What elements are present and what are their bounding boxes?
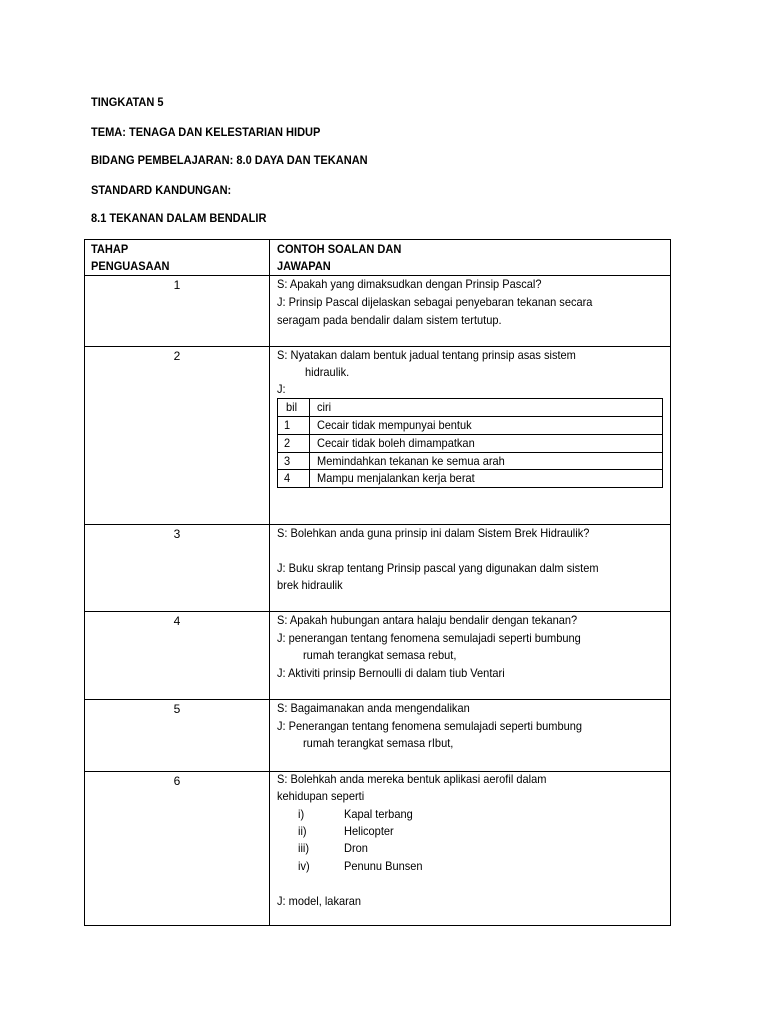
grade-heading: TINGKATAN 5: [91, 95, 164, 109]
level-4: 4: [173, 614, 181, 628]
row2-question: S: Nyatakan dalam bentuk jadual tentang prinsip asas sistem: [277, 348, 576, 362]
list-item-number: i): [298, 807, 305, 821]
list-item-text: Penunu Bunsen: [344, 859, 423, 873]
col1-header-line1: TAHAP: [91, 242, 129, 256]
row2-answer-label: J:: [277, 382, 286, 396]
row1-answer-cont: seragam pada bendalir dalam sistem tertutup.: [277, 313, 502, 327]
list-item-text: Kapal terbang: [344, 807, 413, 821]
list-item-text: Helicopter: [344, 824, 394, 838]
row6-question: S: Bolehkah anda mereka bentuk aplikasi aerofil dalam: [277, 772, 547, 786]
inner-header-bil: bil: [286, 400, 298, 414]
col2-header-line1: CONTOH SOALAN DAN: [277, 242, 402, 256]
row4-answer-cont: rumah terangkat semasa rebut,: [303, 648, 457, 662]
list-item-number: iii): [298, 841, 310, 855]
row3-answer-cont: brek hidraulik: [277, 578, 343, 592]
inner-cell-ciri: Cecair tidak boleh dimampatkan: [317, 436, 475, 450]
inner-cell-num: 3: [284, 454, 291, 468]
row5-answer: J: Penerangan tentang fenomena semulajadi seperti bumbung: [277, 719, 583, 733]
inner-cell-num: 1: [284, 418, 291, 432]
inner-header-ciri: ciri: [317, 400, 332, 414]
inner-column-divider: [309, 399, 310, 487]
row3-answer: J: Buku skrap tentang Prinsip pascal yang digunakan dalm sistem: [277, 561, 599, 575]
inner-cell-ciri: Mampu menjalankan kerja berat: [317, 471, 475, 485]
row5-answer-cont: rumah terangkat semasa rIbut,: [303, 736, 454, 750]
list-item-number: iv): [298, 859, 310, 873]
col1-header-line2: PENGUASAAN: [91, 259, 170, 273]
content-standard-heading: STANDARD KANDUNGAN:: [91, 183, 232, 197]
inner-cell-num: 4: [284, 471, 291, 485]
list-item-number: ii): [298, 824, 307, 838]
row2-question-cont: hidraulik.: [305, 365, 350, 379]
learning-area-heading: BIDANG PEMBELAJARAN: 8.0 DAYA DAN TEKANAN: [91, 153, 368, 167]
inner-cell-num: 2: [284, 436, 291, 450]
row1-question: S: Apakah yang dimaksudkan dengan Prinsip Pascal?: [277, 277, 542, 291]
row3-question: S: Bolehkan anda guna prinsip ini dalam Sistem Brek Hidraulik?: [277, 526, 590, 540]
row4-answer: J: penerangan tentang fenomena semulajadi seperti bumbung: [277, 631, 581, 645]
row4-answer-2: J: Aktiviti prinsip Bernoulli di dalam tiub Ventari: [277, 666, 505, 680]
row6-question-cont: kehidupan seperti: [277, 789, 365, 803]
level-3: 3: [173, 527, 181, 541]
inner-cell-ciri: Memindahkan tekanan ke semua arah: [317, 454, 505, 468]
topic-heading: 8.1 TEKANAN DALAM BENDALIR: [91, 211, 267, 225]
row5-question: S: Bagaimanakan anda mengendalikan: [277, 701, 470, 715]
level-2: 2: [173, 349, 181, 363]
row1-answer: J: Prinsip Pascal dijelaskan sebagai penyebaran tekanan secara: [277, 295, 593, 309]
level-6: 6: [173, 774, 181, 788]
level-5: 5: [173, 702, 181, 716]
hydraulic-principles-table: [277, 398, 663, 488]
theme-heading: TEMA: TENAGA DAN KELESTARIAN HIDUP: [91, 125, 321, 139]
mastery-table: [84, 239, 671, 926]
row4-question: S: Apakah hubungan antara halaju bendalir dengan tekanan?: [277, 613, 578, 627]
col2-header-line2: JAWAPAN: [277, 259, 331, 273]
column-divider: [269, 240, 270, 925]
inner-cell-ciri: Cecair tidak mempunyai bentuk: [317, 418, 472, 432]
list-item-text: Dron: [344, 841, 368, 855]
row6-answer: J: model, lakaran: [277, 894, 362, 908]
level-1: 1: [173, 278, 181, 292]
